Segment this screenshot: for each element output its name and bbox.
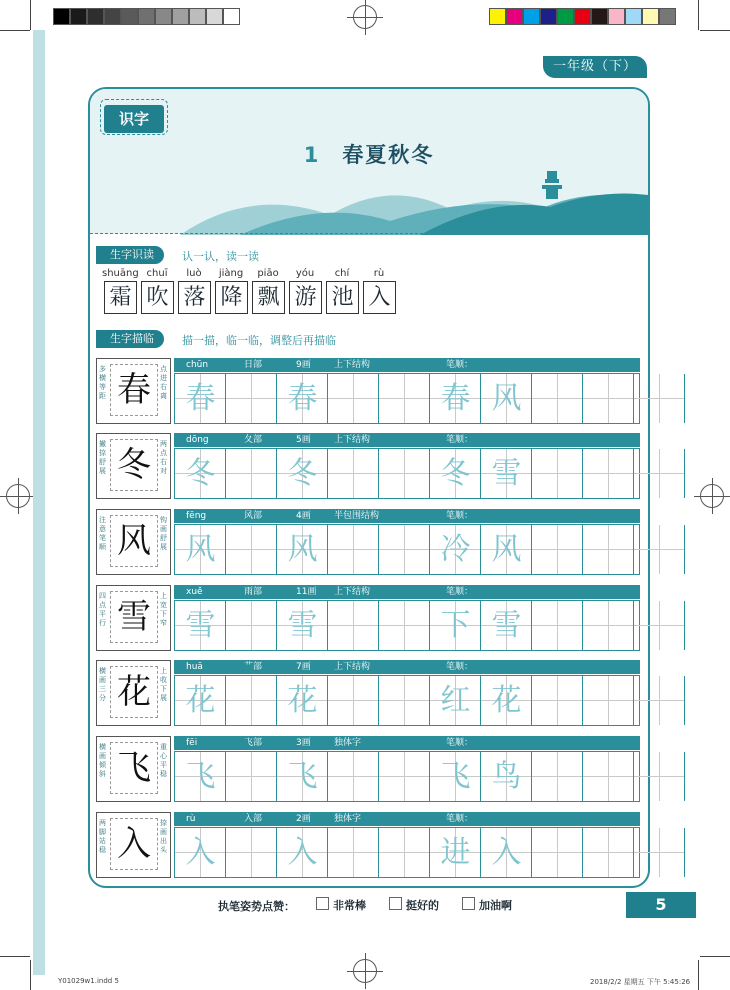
read-section-hint: 认一认，读一读: [182, 250, 259, 263]
trace-char: 雪: [185, 608, 216, 643]
trace-char: 风: [287, 532, 318, 567]
practice-grid: [174, 751, 640, 802]
model-char-cell: [96, 660, 171, 726]
stroke-order-label: 笔顺：: [446, 662, 474, 672]
read-char: 霜: [104, 281, 137, 314]
writing-tip-right: 两点右对: [160, 440, 167, 475]
trace-char: [532, 374, 583, 423]
char-info-bar: [174, 660, 640, 674]
slug-timestamp: 2018/2/2 星期五 下午 5:45:26: [590, 978, 691, 986]
trace-char: 入: [287, 835, 318, 870]
char-stroke-count: 9画: [296, 360, 311, 370]
model-char: 花: [110, 666, 158, 718]
char-info-bar: [174, 509, 640, 523]
read-char: 吹: [141, 281, 174, 314]
registration-mark-icon: [353, 5, 377, 29]
practice-row: [96, 433, 640, 499]
page-number: 5: [626, 892, 696, 918]
practice-cell[interactable]: [583, 828, 634, 877]
char-info-bar: [174, 736, 640, 750]
trace-char: [634, 374, 685, 423]
trace-char: [226, 525, 277, 574]
model-char-cell: [96, 433, 171, 499]
option-good-label: 挺好的: [406, 899, 439, 912]
trace-char: [532, 525, 583, 574]
trace-char: [226, 676, 277, 725]
trace-char: [583, 525, 634, 574]
pinyin-label: piāo: [257, 268, 279, 279]
practice-cell[interactable]: [634, 828, 685, 877]
writing-tip-left: 撇捺舒展: [99, 440, 106, 475]
practice-cell[interactable]: [175, 601, 226, 650]
model-char-cell: [96, 736, 171, 802]
practice-cell[interactable]: [328, 449, 379, 498]
trace-char: [328, 828, 379, 877]
practice-cell[interactable]: [583, 752, 634, 801]
practice-cell[interactable]: [175, 525, 226, 574]
read-char: 飘: [252, 281, 285, 314]
pinyin-label: chuī: [146, 268, 168, 279]
practice-grid: [174, 827, 640, 878]
model-char: 入: [110, 818, 158, 870]
crop-mark: [0, 956, 30, 957]
model-char: 春: [110, 364, 158, 416]
practice-cell[interactable]: [277, 449, 328, 498]
color-swatch: [523, 8, 540, 25]
crop-mark: [30, 0, 31, 30]
writing-tip-left: 两脚站稳: [99, 819, 106, 854]
crop-mark: [698, 0, 699, 30]
model-char-cell: [96, 509, 171, 575]
trace-char: 冬: [185, 456, 216, 491]
registration-mark-icon: [6, 484, 30, 508]
char-info-bar: [174, 433, 640, 447]
trace-char: 雪: [287, 608, 318, 643]
char-radical: 日部: [244, 360, 263, 370]
stroke-order-label: 笔顺：: [446, 587, 474, 597]
color-swatch: [557, 8, 574, 25]
trace-char: 飞: [440, 759, 471, 794]
practice-cell[interactable]: [226, 752, 277, 801]
trace-char: [583, 601, 634, 650]
color-swatch: [625, 8, 642, 25]
trace-char: [532, 449, 583, 498]
practice-row: [96, 812, 640, 878]
trace-char: [226, 449, 277, 498]
crop-mark: [30, 960, 31, 990]
practice-cell[interactable]: [583, 676, 634, 725]
practice-cell[interactable]: [634, 374, 685, 423]
model-char: 冬: [110, 439, 158, 491]
practice-cell[interactable]: [226, 828, 277, 877]
pinyin-label: yóu: [295, 268, 315, 279]
char-info-bar: [174, 358, 640, 372]
practice-cell[interactable]: [175, 676, 226, 725]
writing-tip-right: 点进右离: [160, 365, 167, 400]
practice-cell[interactable]: [379, 676, 430, 725]
trace-char: 风: [491, 532, 522, 567]
writing-tip-left: 注意笔顺: [99, 516, 106, 551]
checkbox-keep-trying[interactable]: [462, 897, 475, 910]
writing-tip-left: 横画三分: [99, 667, 106, 702]
practice-cell[interactable]: [226, 525, 277, 574]
trace-char: 鸟: [491, 759, 522, 794]
gray-swatch: [121, 8, 138, 25]
practice-cell[interactable]: [226, 449, 277, 498]
stroke-order-label: 笔顺：: [446, 511, 474, 521]
trace-char: [634, 449, 685, 498]
trace-char: 冬: [287, 456, 318, 491]
practice-cell[interactable]: [328, 374, 379, 423]
trace-char: [379, 525, 430, 574]
practice-cell[interactable]: [175, 828, 226, 877]
char-radical: 雨部: [244, 587, 263, 597]
practice-row: [96, 358, 640, 424]
trace-char: 下: [440, 608, 471, 643]
trace-char: 进: [440, 835, 471, 870]
trace-char: [532, 601, 583, 650]
char-pinyin: dōng: [186, 435, 209, 445]
practice-cell[interactable]: [430, 374, 481, 423]
char-pinyin: rù: [186, 814, 196, 824]
model-char: 风: [110, 515, 158, 567]
gray-swatch: [53, 8, 70, 25]
practice-grid: [174, 524, 640, 575]
char-pinyin: xuě: [186, 587, 203, 597]
practice-cell[interactable]: [430, 449, 481, 498]
char-pinyin: huā: [186, 662, 203, 672]
trace-char: [328, 449, 379, 498]
practice-cell[interactable]: [277, 374, 328, 423]
trace-char: [583, 449, 634, 498]
practice-cell[interactable]: [379, 374, 430, 423]
read-char: 游: [289, 281, 322, 314]
practice-cell[interactable]: [226, 374, 277, 423]
trace-char: [226, 752, 277, 801]
practice-cell[interactable]: [226, 601, 277, 650]
color-swatch: [608, 8, 625, 25]
writing-tip-right: 上宽下窄: [160, 592, 167, 627]
trace-char: [226, 601, 277, 650]
trace-char: 花: [491, 683, 522, 718]
pinyin-label: jiàng: [218, 268, 244, 279]
model-char: 雪: [110, 591, 158, 643]
practice-row: [96, 585, 640, 651]
practice-cell[interactable]: [175, 752, 226, 801]
gray-swatch: [172, 8, 189, 25]
practice-cell[interactable]: [634, 449, 685, 498]
trace-char: [328, 752, 379, 801]
practice-cell[interactable]: [481, 449, 532, 498]
checkbox-good[interactable]: [389, 897, 402, 910]
gray-swatch: [206, 8, 223, 25]
practice-cell[interactable]: [379, 449, 430, 498]
practice-cell[interactable]: [328, 601, 379, 650]
practice-row: [96, 736, 640, 802]
practice-cell[interactable]: [328, 525, 379, 574]
trace-char: [583, 676, 634, 725]
trace-char: [328, 601, 379, 650]
trace-char: [532, 676, 583, 725]
option-keep-trying-label: 加油啊: [479, 899, 512, 912]
read-section-tab: 生字识读: [96, 246, 164, 264]
practice-cell[interactable]: [634, 752, 685, 801]
trace-char: [532, 752, 583, 801]
char-radical: 风部: [244, 511, 263, 521]
trace-char: [532, 828, 583, 877]
trace-char: [226, 374, 277, 423]
practice-grid: [174, 373, 640, 424]
trace-char: 风: [491, 381, 522, 416]
gray-swatch: [223, 8, 240, 25]
trace-char: 入: [185, 835, 216, 870]
char-stroke-count: 7画: [296, 662, 311, 672]
char-stroke-count: 3画: [296, 738, 311, 748]
gray-swatch: [189, 8, 206, 25]
trace-char: 入: [491, 835, 522, 870]
practice-cell[interactable]: [175, 374, 226, 423]
stroke-order-label: 笔顺：: [446, 360, 474, 370]
model-char-cell: [96, 812, 171, 878]
practice-cell[interactable]: [481, 752, 532, 801]
practice-cell[interactable]: [634, 601, 685, 650]
read-char: 落: [178, 281, 211, 314]
writing-tip-right: 捺画出头: [160, 819, 167, 854]
gray-swatch: [70, 8, 87, 25]
option-excellent-label: 非常棒: [333, 899, 366, 912]
read-char: 降: [215, 281, 248, 314]
trace-char: 春: [185, 381, 216, 416]
trace-char: 雪: [491, 456, 522, 491]
practice-cell[interactable]: [379, 601, 430, 650]
registration-mark-icon: [353, 959, 377, 983]
trace-char: [379, 676, 430, 725]
trace-char: [583, 828, 634, 877]
practice-cell[interactable]: [481, 676, 532, 725]
char-pinyin: fēi: [186, 738, 198, 748]
stroke-order-label: 笔顺：: [446, 738, 474, 748]
lesson-title-text: 春夏秋冬: [342, 143, 435, 167]
practice-cell[interactable]: [379, 828, 430, 877]
writing-tip-left: 多横等距: [99, 365, 106, 400]
practice-cell[interactable]: [430, 525, 481, 574]
practice-cell[interactable]: [532, 525, 583, 574]
mountain-pagoda-illustration: [90, 169, 648, 235]
trace-char: [379, 752, 430, 801]
model-char: 飞: [110, 742, 158, 794]
char-structure: 上下结构: [334, 360, 371, 370]
practice-cell[interactable]: [379, 525, 430, 574]
practice-cell[interactable]: [430, 676, 481, 725]
char-radical: 夂部: [244, 435, 263, 445]
practice-cell[interactable]: [328, 676, 379, 725]
practice-cell[interactable]: [634, 676, 685, 725]
practice-cell[interactable]: [532, 828, 583, 877]
trace-char: 风: [185, 532, 216, 567]
trace-char: 飞: [287, 759, 318, 794]
trace-char: 雪: [491, 608, 522, 643]
color-swatch: [642, 8, 659, 25]
trace-char: 红: [440, 683, 471, 718]
char-structure: 半包围结构: [334, 511, 380, 521]
color-swatch: [659, 8, 676, 25]
trace-char: 冷: [440, 532, 471, 567]
trace-char: [328, 374, 379, 423]
grade-tab: 一年级（下）: [543, 56, 647, 78]
trace-char: [634, 601, 685, 650]
gray-swatch: [104, 8, 121, 25]
trace-char: [634, 752, 685, 801]
char-structure: 独体字: [334, 738, 362, 748]
pinyin-label: chí: [334, 268, 350, 279]
practice-cell[interactable]: [328, 752, 379, 801]
gray-swatch: [138, 8, 155, 25]
stroke-order-label: 笔顺：: [446, 435, 474, 445]
char-radical: 艹部: [244, 662, 263, 672]
practice-cell[interactable]: [583, 525, 634, 574]
trace-char: 春: [440, 381, 471, 416]
char-stroke-count: 2画: [296, 814, 311, 824]
trace-char: [328, 525, 379, 574]
practice-cell[interactable]: [328, 828, 379, 877]
trace-char: 春: [287, 381, 318, 416]
section-badge: 识字: [104, 105, 164, 133]
crop-mark: [0, 30, 30, 31]
char-pinyin: fēng: [186, 511, 207, 521]
practice-grid: [174, 448, 640, 499]
char-stroke-count: 5画: [296, 435, 311, 445]
registration-mark-icon: [700, 484, 724, 508]
lesson-number: 1: [303, 143, 321, 167]
header-divider: [90, 233, 648, 234]
practice-cell[interactable]: [532, 601, 583, 650]
practice-cell[interactable]: [481, 601, 532, 650]
pinyin-label: shuāng: [102, 268, 139, 279]
trace-section-hint: 描一描，临一临，调整后再描临: [182, 334, 336, 347]
practice-cell[interactable]: [532, 752, 583, 801]
char-structure: 上下结构: [334, 587, 371, 597]
lesson-header: [90, 89, 648, 234]
practice-cell[interactable]: [277, 601, 328, 650]
trace-char: [226, 828, 277, 877]
crop-mark: [700, 956, 730, 957]
practice-cell[interactable]: [481, 828, 532, 877]
writing-tip-right: 重心平稳: [160, 743, 167, 778]
char-structure: 独体字: [334, 814, 362, 824]
practice-row: [96, 509, 640, 575]
trace-section-tab: 生字描临: [96, 330, 164, 348]
page-spine-bar: [33, 30, 45, 975]
practice-cell[interactable]: [430, 601, 481, 650]
practice-cell[interactable]: [277, 752, 328, 801]
practice-cell[interactable]: [277, 525, 328, 574]
practice-cell[interactable]: [583, 449, 634, 498]
trace-char: [379, 374, 430, 423]
read-char: 池: [326, 281, 359, 314]
practice-cell[interactable]: [430, 752, 481, 801]
writing-tip-left: 横画倾斜: [99, 743, 106, 778]
char-stroke-count: 4画: [296, 511, 311, 521]
color-swatch: [540, 8, 557, 25]
trace-char: 飞: [185, 759, 216, 794]
practice-cell[interactable]: [532, 449, 583, 498]
pinyin-label: rù: [373, 268, 385, 279]
trace-char: [634, 676, 685, 725]
lesson-title: [90, 139, 648, 169]
practice-cell[interactable]: [583, 601, 634, 650]
model-char-cell: [96, 585, 171, 651]
posture-question: 执笔姿势点赞：: [218, 900, 295, 913]
stroke-order-label: 笔顺：: [446, 814, 474, 824]
trace-char: [379, 601, 430, 650]
char-stroke-count: 11画: [296, 587, 317, 597]
crop-mark: [700, 30, 730, 31]
char-info-bar: [174, 812, 640, 826]
pinyin-label: luò: [186, 268, 202, 279]
slug-file: Y01029w1.indd 5: [58, 977, 119, 985]
trace-char: 冬: [440, 456, 471, 491]
gray-swatch: [87, 8, 104, 25]
practice-cell[interactable]: [532, 676, 583, 725]
trace-char: [634, 525, 685, 574]
model-char-cell: [96, 358, 171, 424]
color-swatch: [591, 8, 608, 25]
crop-mark: [698, 960, 699, 990]
practice-cell[interactable]: [277, 828, 328, 877]
practice-grid: [174, 675, 640, 726]
gray-swatch: [155, 8, 172, 25]
char-pinyin: chūn: [186, 360, 209, 370]
writing-tip-left: 四点平行: [99, 592, 106, 627]
char-structure: 上下结构: [334, 662, 371, 672]
practice-cell[interactable]: [532, 374, 583, 423]
practice-cell[interactable]: [481, 525, 532, 574]
practice-row: [96, 660, 640, 726]
char-radical: 入部: [244, 814, 263, 824]
color-swatch: [489, 8, 506, 25]
practice-cell[interactable]: [481, 374, 532, 423]
char-info-bar: [174, 585, 640, 599]
color-swatch: [506, 8, 523, 25]
writing-tip-right: 钩画舒展: [160, 516, 167, 551]
trace-char: [379, 449, 430, 498]
practice-cell[interactable]: [277, 676, 328, 725]
trace-char: 花: [185, 683, 216, 718]
practice-cell[interactable]: [226, 676, 277, 725]
char-radical: 飞部: [244, 738, 263, 748]
writing-tip-right: 上收下展: [160, 667, 167, 702]
trace-char: [634, 828, 685, 877]
trace-char: [379, 828, 430, 877]
read-char: 入: [363, 281, 396, 314]
trace-char: [328, 676, 379, 725]
practice-cell[interactable]: [634, 525, 685, 574]
practice-cell[interactable]: [379, 752, 430, 801]
practice-cell[interactable]: [583, 374, 634, 423]
practice-cell[interactable]: [175, 449, 226, 498]
trace-char: [583, 374, 634, 423]
checkbox-excellent[interactable]: [316, 897, 329, 910]
practice-cell[interactable]: [430, 828, 481, 877]
char-structure: 上下结构: [334, 435, 371, 445]
practice-grid: [174, 600, 640, 651]
trace-char: [583, 752, 634, 801]
color-swatch: [574, 8, 591, 25]
trace-char: 花: [287, 683, 318, 718]
